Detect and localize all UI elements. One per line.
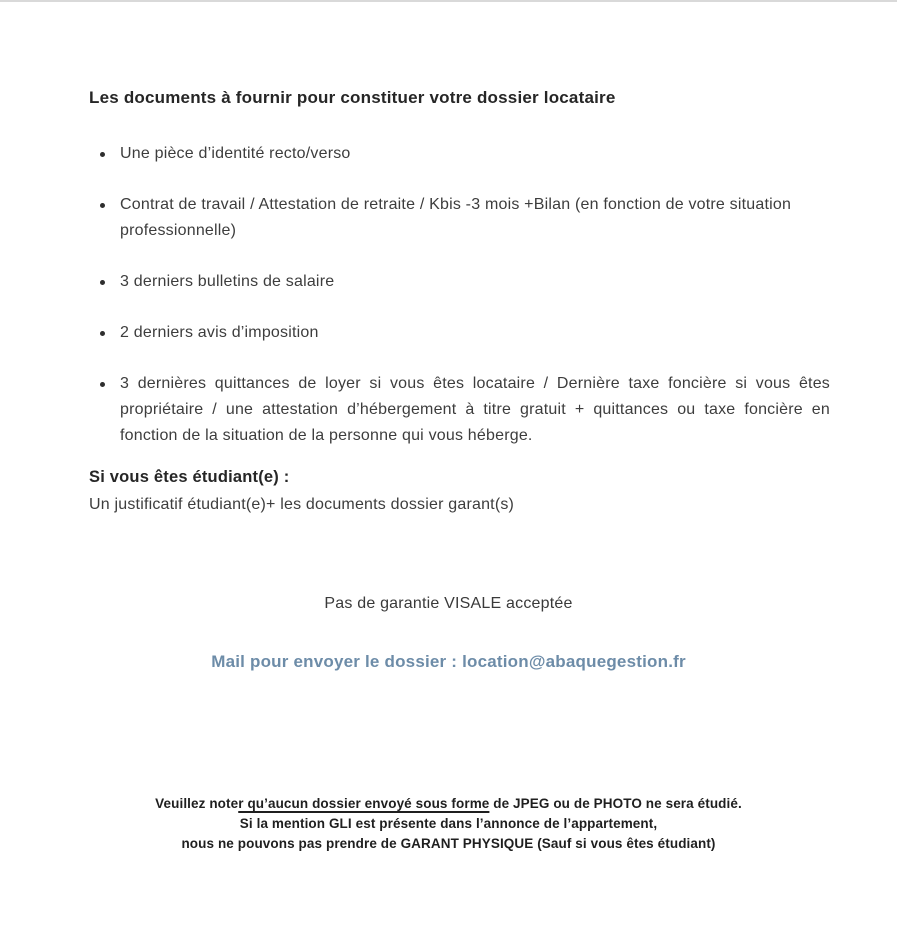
student-heading: Si vous êtes étudiant(e) :	[89, 468, 290, 486]
list-item	[89, 192, 830, 244]
list-item-text: Une pièce d’identité recto/verso	[120, 145, 351, 162]
page-title: Les documents à fournir pour constituer votre dossier locataire	[89, 88, 616, 107]
top-divider	[0, 0, 897, 2]
list-item-text: Contrat de travail / Attestation de retraite / Kbis -3 mois +Bilan (en fonction de votre situation professionnelle)	[120, 196, 792, 239]
footer-warning-line3: nous ne pouvons pas prendre de GARANT PHYSIQUE (Sauf si vous êtes étudiant)	[181, 836, 716, 851]
bullet-icon	[100, 152, 105, 157]
list-item	[89, 141, 830, 167]
list-item-text: 2 derniers avis d’imposition	[120, 324, 319, 341]
documents-list	[89, 141, 830, 449]
main-content	[0, 87, 897, 519]
footer-warning	[0, 794, 897, 854]
bullet-icon	[100, 203, 105, 208]
list-item-text: 3 dernières quittances de loyer si vous êtes locataire / Dernière taxe foncière si vous êtes propriétaire / une attestation d’hébergement à titre gratuit + quittances ou taxe foncière en fonction de la situation de la personne qui vous héberge.	[120, 375, 830, 444]
list-item-text: 3 derniers bulletins de salaire	[120, 273, 335, 290]
list-item	[89, 320, 830, 346]
footer-warning-line1	[0, 794, 897, 814]
list-item	[89, 269, 830, 295]
bullet-icon	[100, 331, 105, 336]
mail-instruction: Mail pour envoyer le dossier : location@abaquegestion.fr	[211, 652, 686, 671]
student-body: Un justificatif étudiant(e)+ les documents dossier garant(s)	[89, 496, 515, 513]
visale-note: Pas de garantie VISALE acceptée	[324, 595, 573, 612]
footer-line1-suffix: de JPEG ou de PHOTO ne sera étudié.	[489, 796, 742, 811]
footer-warning-line2: Si la mention GLI est présente dans l’annonce de l’appartement,	[239, 816, 658, 831]
footer-line1-prefix: Veuillez note	[155, 796, 239, 811]
footer-line1-underlined: r qu’aucun dossier envoyé sous forme	[238, 796, 490, 811]
bullet-icon	[100, 280, 105, 285]
student-section	[89, 463, 830, 519]
bullet-icon	[100, 382, 105, 387]
list-item	[89, 371, 830, 449]
